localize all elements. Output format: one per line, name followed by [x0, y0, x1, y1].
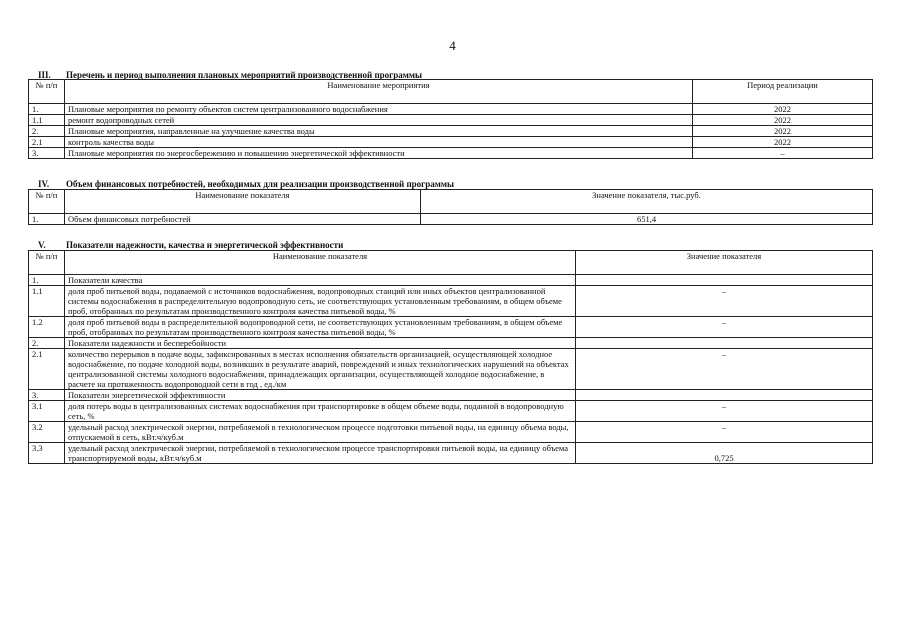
- row-name: контроль качества воды: [65, 137, 693, 148]
- row-name: Показатели качества: [65, 275, 576, 286]
- row-value: 651,4: [421, 214, 873, 225]
- section-3-number: III.: [38, 70, 51, 80]
- table-header-row: [29, 190, 873, 214]
- row-name: Плановые мероприятия, направленные на улучшение качества воды: [65, 126, 693, 137]
- row-value: [576, 338, 873, 349]
- table-row: [29, 214, 873, 225]
- section-4-title: Объем финансовых потребностей, необходимых для реализации производственной программы: [66, 179, 455, 189]
- table-row: [29, 115, 873, 126]
- table-row: [29, 338, 873, 349]
- row-name: Показатели энергетической эффективности: [65, 390, 576, 401]
- row-name: доля проб питьевой воды в распределительной водопроводной сети, не соответствующих установленным требованиям, в общем объеме проб, отобранных по результатам производственного контроля качества питьевой воды, %: [65, 317, 576, 338]
- row-name: удельный расход электрической энергии, потребляемой в технологическом процессе транспортировки питьевой воды, на единицу объема транспортируемой воды, кВт.ч/куб.м: [65, 443, 576, 464]
- table-row: [29, 443, 873, 464]
- col-header-num: № п/п: [29, 251, 65, 275]
- row-period: 2022: [693, 126, 873, 137]
- row-value: –: [576, 349, 873, 390]
- table-row: [29, 317, 873, 338]
- row-name: Плановые мероприятия по энергосбережению и повышению энергетической эффективности: [65, 148, 693, 159]
- table-row: [29, 349, 873, 390]
- row-name: ремонт водопроводных сетей: [65, 115, 693, 126]
- row-value: 0,725: [576, 443, 873, 464]
- row-number: 2.1: [29, 349, 65, 390]
- row-number: 1.2: [29, 317, 65, 338]
- row-number: 3.2: [29, 422, 65, 443]
- table-row: [29, 126, 873, 137]
- row-number: 3.: [29, 390, 65, 401]
- section-5-title: Показатели надежности, качества и энергетической эффективности: [66, 240, 344, 250]
- row-period: –: [693, 148, 873, 159]
- row-value: –: [576, 317, 873, 338]
- table-row: [29, 286, 873, 317]
- row-number: 3.1: [29, 401, 65, 422]
- section-4-table: [28, 189, 873, 225]
- table-row: [29, 422, 873, 443]
- section-3-title: Перечень и период выполнения плановых мероприятий производственной программы: [66, 70, 423, 80]
- row-number: 1.: [29, 104, 65, 115]
- row-name: Показатели надежности и бесперебойности: [65, 338, 576, 349]
- table-row: [29, 148, 873, 159]
- row-name: количество перерывов в подаче воды, зафиксированных в местах исполнения обязательств организацией, осуществляющей холодное водоснабжение, по подаче холодной воды, возникших в результате аварий, повреждений и иных технологических нарушений на объектах централизованной системы холодного водоснабжения, принадлежащих организации, осуществляющей холодное водоснабжение, в расчете на протяженность водопроводной сети в год , ед./км: [65, 349, 576, 390]
- section-5-number: V.: [38, 240, 46, 250]
- col-header-num: № п/п: [29, 190, 65, 214]
- row-period: 2022: [693, 104, 873, 115]
- section-3-table: [28, 79, 873, 159]
- row-value: –: [576, 286, 873, 317]
- col-header-period: Период реализации: [693, 80, 873, 104]
- table-row: [29, 275, 873, 286]
- col-header-name: Наименование показателя: [65, 251, 576, 275]
- row-value: –: [576, 422, 873, 443]
- row-name: доля потерь воды в централизованных системах водоснабжения при транспортировке в общем объеме воды, поданной в водопроводную сеть, %: [65, 401, 576, 422]
- section-5-heading: [38, 240, 343, 250]
- row-period: 2022: [693, 137, 873, 148]
- table-row: [29, 390, 873, 401]
- row-number: 2.: [29, 338, 65, 349]
- table-header-row: [29, 80, 873, 104]
- row-number: 2.1: [29, 137, 65, 148]
- row-value: [576, 275, 873, 286]
- table-header-row: [29, 251, 873, 275]
- table-row: [29, 401, 873, 422]
- col-header-num: № п/п: [29, 80, 65, 104]
- col-header-name: Наименование мероприятия: [65, 80, 693, 104]
- row-name: Объем финансовых потребностей: [65, 214, 421, 225]
- row-number: 1.: [29, 214, 65, 225]
- page-number: 4: [449, 38, 456, 53]
- row-number: 3.3: [29, 443, 65, 464]
- row-number: 1.1: [29, 115, 65, 126]
- row-name: Плановые мероприятия по ремонту объектов систем централизованного водоснабжения: [65, 104, 693, 115]
- row-name: удельный расход электрической энергии, потребляемой в технологическом процессе подготовки питьевой воды, на единицу объема воды, отпускаемой в сеть, кВт.ч/куб.м: [65, 422, 576, 443]
- row-number: 3.: [29, 148, 65, 159]
- section-5-table: [28, 250, 873, 464]
- col-header-value: Значение показателя: [576, 251, 873, 275]
- row-value: –: [576, 401, 873, 422]
- col-header-name: Наименование показателя: [65, 190, 421, 214]
- section-4-number: IV.: [38, 179, 50, 189]
- row-name: доля проб питьевой воды, подаваемой с источников водоснабжения, водопроводных станций или иных объектов централизованной системы водоснабжения в распределительную водопроводную сеть, не соответствующих установленным требованиям, в общем объеме проб, отобранных по результатам производственного контроля качества питьевой воды, %: [65, 286, 576, 317]
- table-row: [29, 104, 873, 115]
- row-number: 1.1: [29, 286, 65, 317]
- row-number: 1.: [29, 275, 65, 286]
- row-period: 2022: [693, 115, 873, 126]
- col-header-value: Значение показателя, тыс.руб.: [421, 190, 873, 214]
- row-number: 2.: [29, 126, 65, 137]
- table-row: [29, 137, 873, 148]
- row-value: [576, 390, 873, 401]
- section-4-heading: [38, 179, 454, 189]
